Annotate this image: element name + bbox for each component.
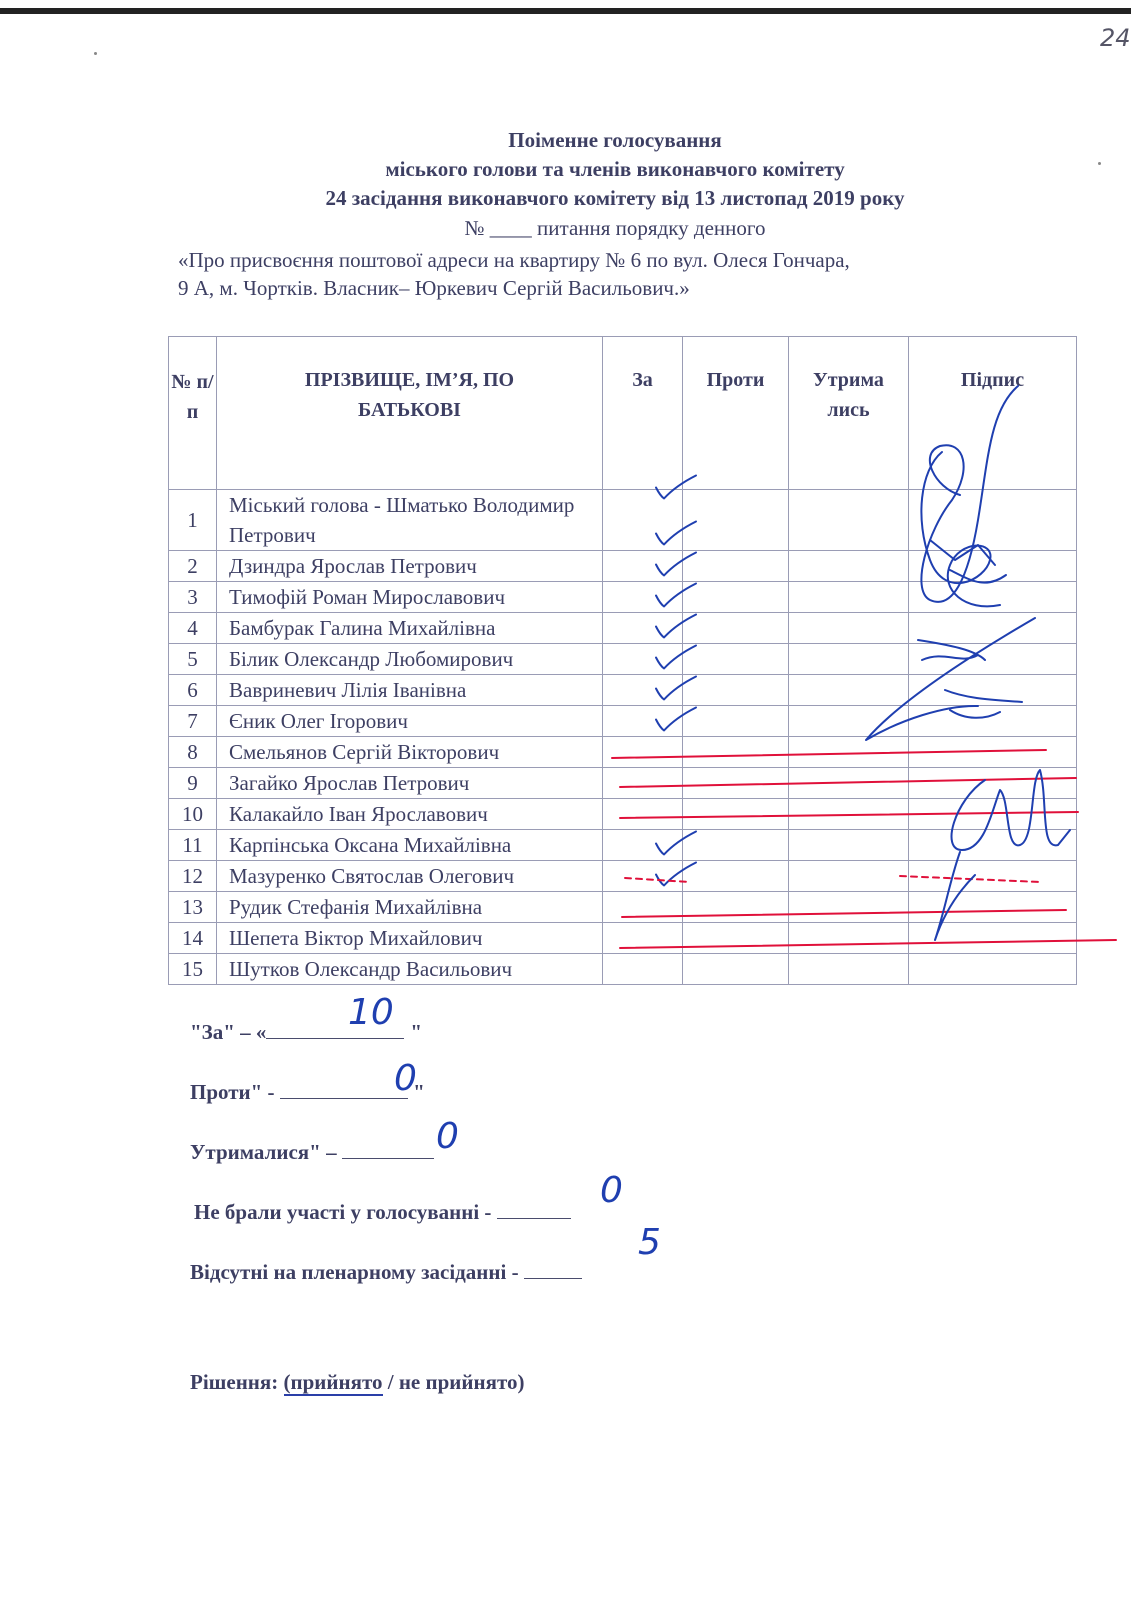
row-signature-cell (909, 706, 1077, 737)
row-signature-cell (909, 737, 1077, 768)
row-name: Загайко Ярослав Петрович (217, 768, 603, 799)
row-number: 6 (169, 675, 217, 706)
agenda-item-line: № ____ питання порядку денного (464, 216, 766, 240)
page-number: 24 (1100, 24, 1131, 52)
row-against-cell (683, 830, 789, 861)
row-against-cell (683, 737, 789, 768)
summary-absent (190, 1256, 582, 1285)
subject-line: 9 А, м. Чортків. Власник– Юркевич Сергій Васильович.» (178, 276, 690, 300)
header-name: ПРІЗВИЩЕ, ІМ’Я, ПО БАТЬКОВІ (217, 337, 603, 490)
table-row (169, 706, 1077, 737)
table-row (169, 892, 1077, 923)
doc-title: Поіменне голосування (508, 128, 722, 152)
header-for: За (603, 337, 683, 490)
row-number: 7 (169, 706, 217, 737)
doc-subtitle: міського голови та членів виконавчого комітету (385, 157, 845, 181)
for-count-handwritten: 10 (348, 992, 394, 1033)
row-name: Шутков Олександр Васильович (217, 954, 603, 985)
summary-absent-label: Відсутні на пленарному засіданні - (190, 1260, 519, 1284)
summary-against-label: Проти" - (190, 1080, 275, 1104)
header-no: № п/ п (169, 337, 217, 490)
subject-text (178, 246, 1068, 302)
row-number: 9 (169, 768, 217, 799)
row-against-cell (683, 861, 789, 892)
table-row (169, 799, 1077, 830)
row-against-cell (683, 954, 789, 985)
row-signature-cell (909, 954, 1077, 985)
row-number: 4 (169, 613, 217, 644)
table-row (169, 490, 1077, 551)
row-signature-cell (909, 768, 1077, 799)
absent-count-handwritten: 5 (638, 1222, 661, 1263)
table-row (169, 613, 1077, 644)
row-signature-cell (909, 923, 1077, 954)
row-for-cell (603, 644, 683, 675)
row-number: 14 (169, 923, 217, 954)
header-signature: Підпис (909, 337, 1077, 490)
header-abstained: Утрима лись (789, 337, 909, 490)
row-for-cell (603, 613, 683, 644)
top-scan-edge (0, 8, 1131, 14)
table-row (169, 551, 1077, 582)
not-voting-count-handwritten: 0 (600, 1170, 623, 1211)
row-number: 12 (169, 861, 217, 892)
row-signature-cell (909, 830, 1077, 861)
table-row (169, 737, 1077, 768)
row-abstained-cell (789, 490, 909, 551)
row-abstained-cell (789, 799, 909, 830)
row-for-cell (603, 582, 683, 613)
summary-not-voting (194, 1196, 571, 1225)
row-name: Калакайло Іван Ярославович (217, 799, 603, 830)
row-name: Бамбурак Галина Михайлівна (217, 613, 603, 644)
row-against-cell (683, 923, 789, 954)
against-count-handwritten: 0 (394, 1058, 417, 1099)
row-abstained-cell (789, 861, 909, 892)
row-number: 10 (169, 799, 217, 830)
row-for-cell (603, 923, 683, 954)
row-for-cell (603, 551, 683, 582)
row-against-cell (683, 799, 789, 830)
row-abstained-cell (789, 582, 909, 613)
row-against-cell (683, 613, 789, 644)
row-against-cell (683, 551, 789, 582)
table-row (169, 830, 1077, 861)
decision-line (190, 1370, 524, 1395)
row-for-cell (603, 737, 683, 768)
row-for-cell (603, 861, 683, 892)
abstained-count-handwritten: 0 (436, 1116, 459, 1157)
decision-accepted: (прийнято (283, 1370, 383, 1394)
summary-against (190, 1076, 425, 1105)
row-number: 1 (169, 490, 217, 551)
decision-rest: / не прийнято) (382, 1370, 525, 1394)
row-against-cell (683, 644, 789, 675)
header-against: Проти (683, 337, 789, 490)
row-signature-cell (909, 799, 1077, 830)
row-abstained-cell (789, 706, 909, 737)
row-against-cell (683, 582, 789, 613)
scan-speck (94, 52, 97, 55)
row-signature-cell (909, 892, 1077, 923)
subject-line: «Про присвоєння поштової адреси на квартиру № 6 по вул. Олеся Гончара, (178, 248, 850, 272)
summary-for-close: " (410, 1020, 423, 1044)
row-name: Дзиндра Ярослав Петрович (217, 551, 603, 582)
table-row (169, 675, 1077, 706)
table-row (169, 861, 1077, 892)
row-name: Міський голова - Шматько Володимир Петрович (217, 490, 603, 551)
row-name: Тимофій Роман Мирославович (217, 582, 603, 613)
row-against-cell (683, 892, 789, 923)
against-blank (280, 1076, 408, 1099)
row-name: Смельянов Сергій Вікторович (217, 737, 603, 768)
not-voting-blank (497, 1196, 571, 1219)
row-signature-cell (909, 861, 1077, 892)
decision-label: Рішення: (190, 1370, 284, 1394)
row-number: 8 (169, 737, 217, 768)
row-name: Вавриневич Лілія Іванівна (217, 675, 603, 706)
row-number: 5 (169, 644, 217, 675)
row-for-cell (603, 490, 683, 551)
row-abstained-cell (789, 737, 909, 768)
summary-not-voting-label: Не брали участі у голосуванні - (194, 1200, 492, 1224)
summary-against-close: " (413, 1080, 425, 1104)
row-signature-cell (909, 551, 1077, 582)
row-abstained-cell (789, 830, 909, 861)
row-number: 2 (169, 551, 217, 582)
table-header-row (169, 337, 1077, 490)
row-abstained-cell (789, 613, 909, 644)
vote-table (168, 336, 1077, 985)
table-row (169, 644, 1077, 675)
row-for-cell (603, 768, 683, 799)
row-for-cell (603, 706, 683, 737)
row-signature-cell (909, 644, 1077, 675)
table-row (169, 923, 1077, 954)
row-against-cell (683, 706, 789, 737)
row-name: Шепета Віктор Михайлович (217, 923, 603, 954)
summary-for-label: "За" – « (190, 1020, 267, 1044)
row-abstained-cell (789, 954, 909, 985)
row-number: 11 (169, 830, 217, 861)
row-for-cell (603, 675, 683, 706)
row-for-cell (603, 830, 683, 861)
row-signature-cell (909, 675, 1077, 706)
summary-abstained-label: Утрималися" – (190, 1140, 337, 1164)
row-against-cell (683, 768, 789, 799)
row-for-cell (603, 954, 683, 985)
row-name: Рудик Стефанія Михайлівна (217, 892, 603, 923)
summary-abstained (190, 1136, 434, 1165)
row-abstained-cell (789, 892, 909, 923)
row-name: Карпінська Оксана Михайлівна (217, 830, 603, 861)
row-name: Єник Олег Ігорович (217, 706, 603, 737)
row-against-cell (683, 490, 789, 551)
row-name: Мазуренко Святослав Олегович (217, 861, 603, 892)
row-number: 3 (169, 582, 217, 613)
row-number: 13 (169, 892, 217, 923)
row-abstained-cell (789, 768, 909, 799)
row-for-cell (603, 892, 683, 923)
row-abstained-cell (789, 644, 909, 675)
row-signature-cell (909, 490, 1077, 551)
row-against-cell (683, 675, 789, 706)
table-row (169, 954, 1077, 985)
row-number: 15 (169, 954, 217, 985)
row-abstained-cell (789, 551, 909, 582)
abstained-blank (342, 1136, 434, 1159)
scan-speck (1098, 162, 1101, 165)
row-abstained-cell (789, 923, 909, 954)
row-name: Білик Олександр Любомирович (217, 644, 603, 675)
meeting-line: 24 засідання виконавчого комітету від 13 листопад 2019 року (325, 186, 905, 210)
row-signature-cell (909, 582, 1077, 613)
row-abstained-cell (789, 675, 909, 706)
table-row (169, 768, 1077, 799)
table-row (169, 582, 1077, 613)
row-for-cell (603, 799, 683, 830)
absent-blank (524, 1256, 582, 1279)
row-signature-cell (909, 613, 1077, 644)
